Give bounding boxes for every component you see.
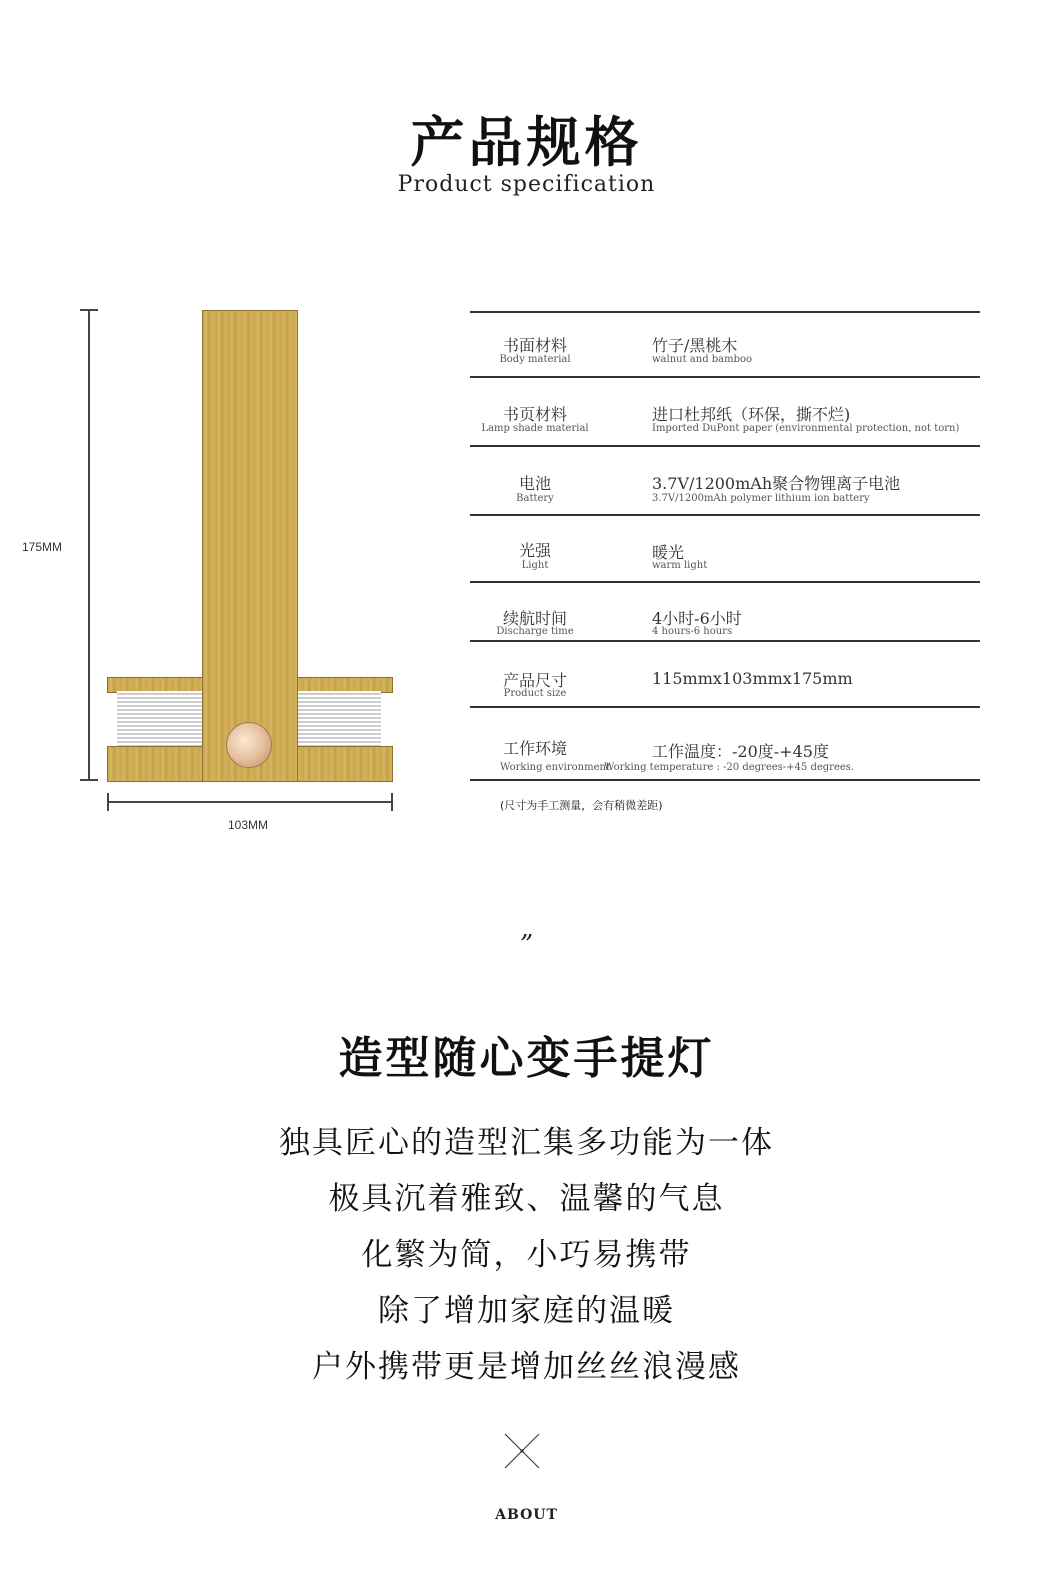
table-rule	[470, 779, 980, 781]
description-line: 化繁为简，小巧易携带	[361, 1237, 692, 1273]
height-dimension-cap-top	[80, 309, 98, 311]
width-dimension-label: 103MM	[228, 818, 269, 832]
table-rule	[470, 706, 980, 708]
table-rule	[470, 445, 980, 447]
width-dimension-cap-right	[391, 793, 393, 811]
about-label: ABOUT	[495, 1507, 558, 1523]
power-button-icon	[226, 722, 272, 768]
table-rule	[470, 514, 980, 516]
spec-value-cn: 进口杜邦纸（环保，撕不烂)	[652, 405, 851, 424]
page-title: 产品规格	[410, 111, 643, 174]
spec-value-en: 3.7V/1200mAh polymer lithium ion battery	[652, 493, 870, 504]
description-line: 除了增加家庭的温暖	[378, 1293, 675, 1329]
spec-value-en: Working temperature : -20 degrees-+45 degrees.	[604, 762, 855, 773]
spec-label-cn: 书面材料	[502, 336, 567, 355]
spec-label-cn: 书页材料	[502, 405, 567, 424]
height-dimension-cap-bottom	[80, 779, 98, 781]
height-dimension-label: 175MM	[22, 540, 63, 554]
spec-value-cn: 竹子/黑桃木	[652, 336, 738, 355]
width-dimension-line	[108, 801, 392, 803]
spec-label-cn: 续航时间	[502, 609, 567, 628]
quote-mark-icon: ”	[519, 930, 534, 960]
table-rule	[470, 376, 980, 378]
lamp-spine	[202, 310, 298, 782]
measurement-note: (尺寸为手工测量，会有稍微差距)	[500, 799, 663, 812]
spec-label-cn: 电池	[518, 474, 551, 493]
spec-label-en: Lamp shade material	[481, 423, 589, 434]
spec-label-cn: 光强	[518, 541, 551, 560]
spec-value-cn: 工作温度：-20度-+45度	[652, 742, 829, 761]
table-rule	[470, 581, 980, 583]
spec-value-en: warm light	[652, 560, 708, 571]
width-dimension-cap-left	[107, 793, 109, 811]
spec-value-en: Imported DuPont paper (environmental protection, not torn)	[652, 423, 960, 434]
spec-label-en: Discharge time	[496, 626, 574, 637]
description-line: 独具匠心的造型汇集多功能为一体	[279, 1125, 774, 1161]
table-rule	[470, 311, 980, 313]
spec-value-en: 4 hours-6 hours	[652, 626, 733, 637]
spec-label-en: Battery	[516, 493, 554, 504]
spec-value-cn: 115mmx103mmx175mm	[652, 669, 853, 688]
spec-value-cn: 4小时-6小时	[652, 609, 742, 628]
spec-label-en: Product size	[503, 688, 567, 699]
spec-label-cn: 工作环境	[502, 739, 567, 758]
spec-label-en: Light	[521, 560, 549, 571]
section-title: 造型随心变手提灯	[338, 1033, 715, 1084]
spec-label-en: Working environment	[500, 762, 610, 773]
page-subtitle: Product specification	[397, 172, 656, 197]
spec-value-en: walnut and bamboo	[652, 354, 753, 365]
height-dimension-line	[88, 310, 90, 780]
table-rule	[470, 640, 980, 642]
spec-label-cn: 产品尺寸	[502, 671, 567, 690]
description-line: 户外携带更是增加丝丝浪漫感	[312, 1349, 741, 1385]
spec-label-en: Body material	[499, 354, 571, 365]
spec-value-cn: 3.7V/1200mAh聚合物锂离子电池	[652, 474, 901, 493]
description-line: 极具沉着雅致、温馨的气息	[328, 1181, 725, 1217]
spec-value-cn: 暖光	[652, 543, 685, 562]
cross-decoration-icon	[503, 1432, 541, 1470]
